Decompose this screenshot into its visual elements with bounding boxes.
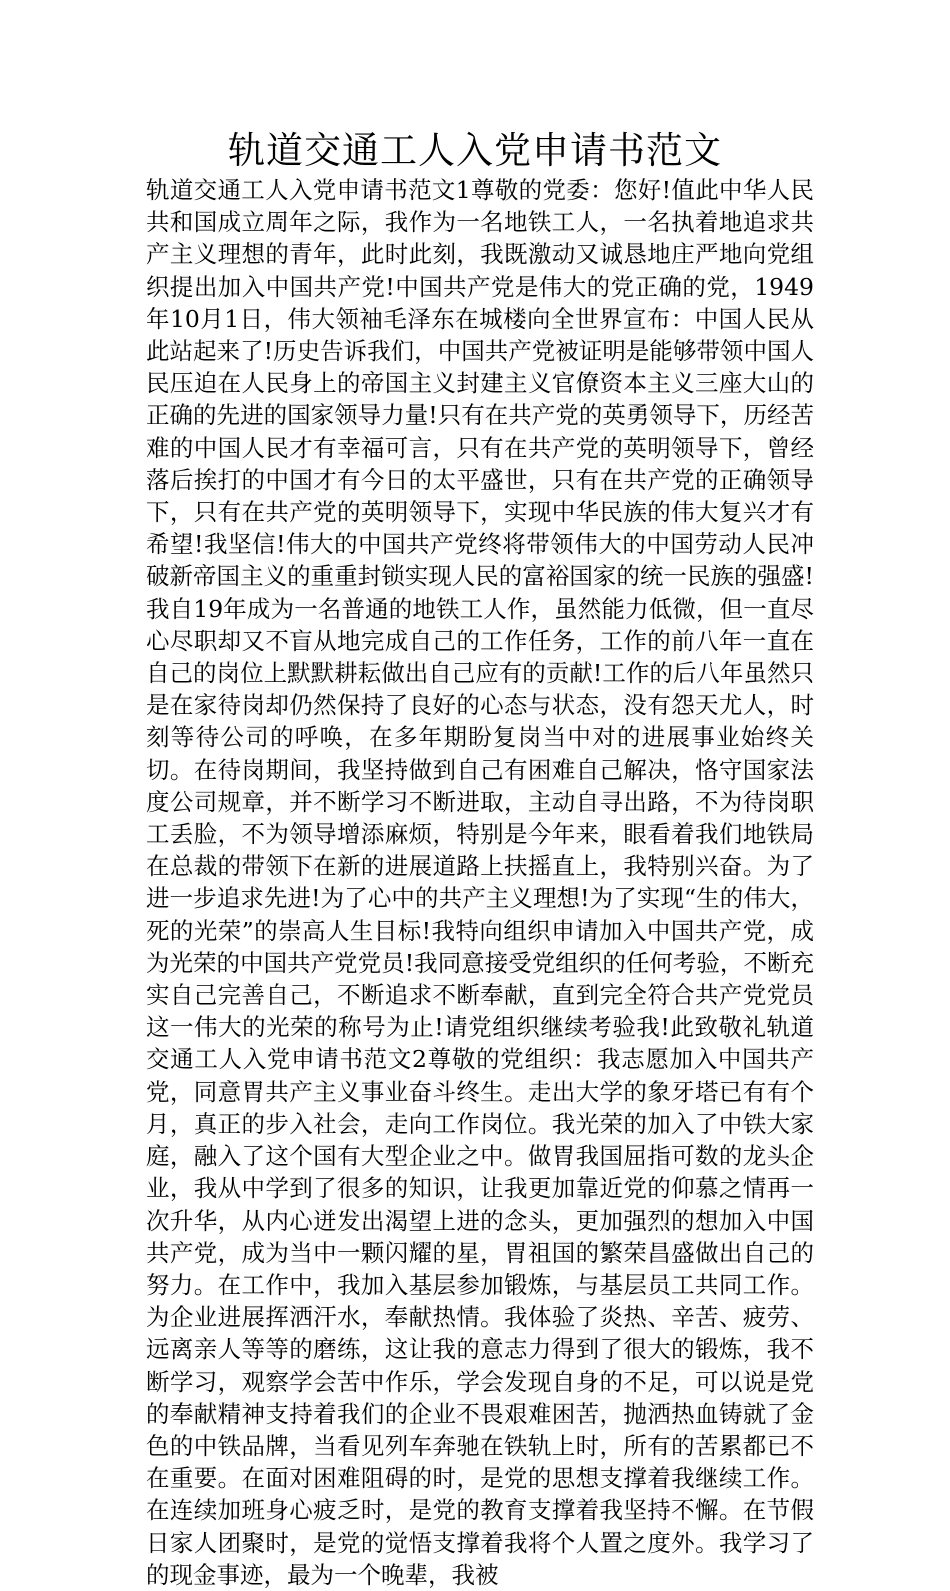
document-body: 轨道交通工人入党申请书范文1尊敬的党委：您好!值此中华人民共和国成立周年之际，我作为一名地铁工人，一名执着地追求共产主义理想的青年，此时此刻，我既激动又诚恳地庄严地向党组织提出加入中国共产党!中国共产党是伟大的党正确的党，1949年10月1日，伟大领袖毛泽东在城楼向全世界宣布：中国人民从此站起来了!历史告诉我们，中国共产党被证明是能够带领中国人民压迫在人民身上的帝国主义封建主义官僚资本主义三座大山的正确的先进的国家领导力量!只有在共产党的英勇领导下，历经苦难的中国人民才有幸福可言，只有在共产党的英明领导下，曾经落后挨打的中国才有今日的太平盛世，只有在共产党的正确领导下，只有在共产党的英明领导下，实现中华民族的伟大复兴才有希望!我坚信!伟大的中国共产党终将带领伟大的中国劳动人民冲破新帝国主义的重重封锁实现人民的富裕国家的统一民族的强盛!我自19年成为一名普通的地铁工人作，虽然能力低微，但一直尽心尽职却又不盲从地完成自己的工作任务，工作的前八年一直在自己的岗位上默默耕耘做出自己应有的贡献!工作的后八年虽然只是在家待岗却仍然保持了良好的心态与状态，没有怨天尤人，时刻等待公司的呼唤，在多年期盼复岗当中对的进展事业始终关切。在待岗期间，我坚持做到自己有困难自己解决，恪守国家法度公司规章，并不断学习不断进取，主动自寻出路，不为待岗职工丢脸，不为领导增添麻烦，特别是今年来，眼看着我们地铁局在总裁的带领下在新的进展道路上扶摇直上，我特别兴奋。为了进一步追求先进!为了心中的共产主义理想!为了实现“生的伟大，死的光荣”的崇高人生目标!我特向组织申请加入中国共产党，成为光荣的中国共产党党员!我同意接受党组织的任何考验，不断充实自己完善自己，不断追求不断奉献，直到完全符合共产党党员这一伟大的光荣的称号为止!请党组织继续考验我!此致敬礼轨道交通工人入党申请书范文2尊敬的党组织：我志愿加入中国共产党，同意胃共产主义事业奋斗终生。走出大学的象牙塔已有有个月，真正的步入社会，走向工作岗位。我光荣的加入了中铁大家庭，融入了这个国有大型企业之中。做胃我国屈指可数的龙头企业，我从中学到了很多的知识，让我更加靠近党的仰慕之情再一次升华，从内心迸发出渴望上进的念头，更加强烈的想加入中国共产党，成为当中一颗闪耀的星，胃祖国的繁荣昌盛做出自己的努力。在工作中，我加入基层参加锻炼，与基层员工共同工作。为企业进展挥洒汗水，奉献热情。我体验了炎热、辛苦、疲劳、远离亲人等等的磨练，这让我的意志力得到了很大的锻炼，我不断学习，观察学会苦中作乐，学会发现自身的不足，可以说是党的奉献精神支持着我们的企业不畏艰难困苦，抛洒热血铸就了金色的中铁品牌，当看见列车奔驰在铁轨上时，所有的苦累都已不在重要。在面对困难阻碍的时，是党的思想支撑着我继续工作。在连续加班身心疲乏时，是党的教育支撑着我坚持不懈。在节假日家人团聚时，是党的觉悟支撑着我将个人置之度外。我学习了的现金事迹，最为一个晚辈，我被	[146, 176, 814, 1589]
document-title: 轨道交通工人入党申请书范文	[228, 129, 722, 172]
